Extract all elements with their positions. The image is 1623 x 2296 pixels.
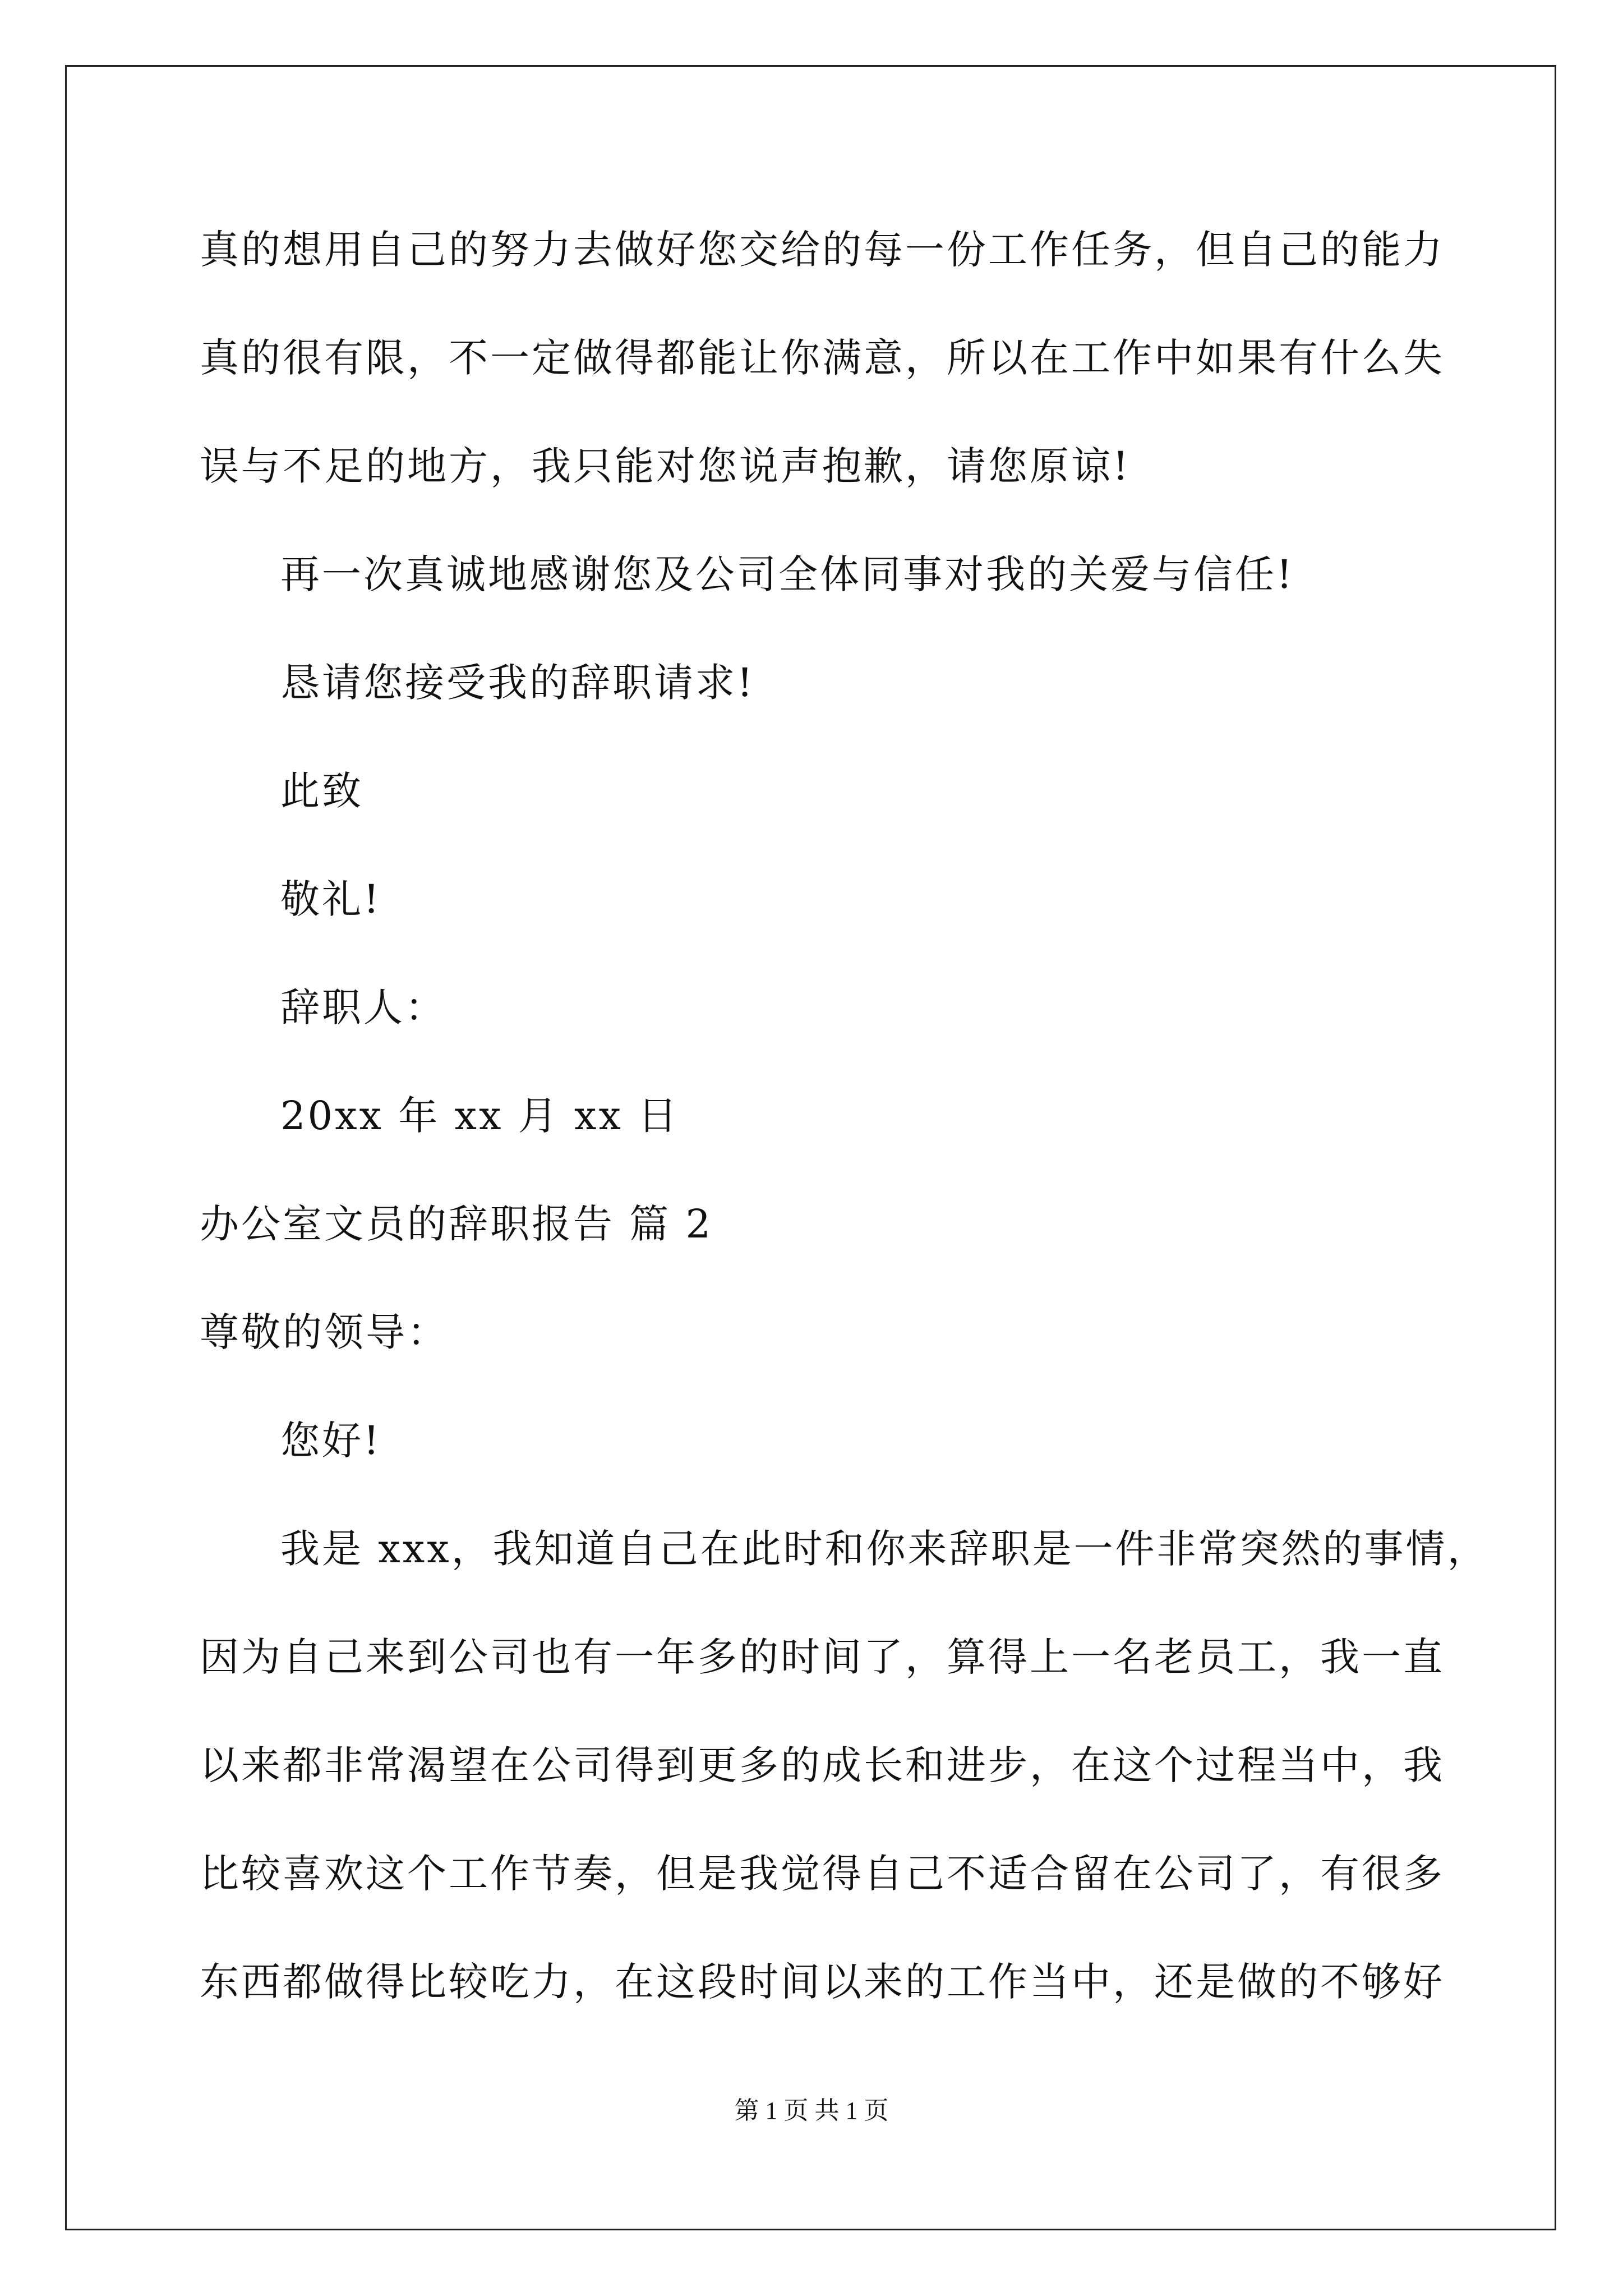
- body-line: 误与不足的地方，我只能对您说声抱歉，请您原谅!: [200, 443, 1131, 489]
- page-footer: 第 1 页 共 1 页: [734, 2097, 889, 2124]
- page-border: [65, 65, 1556, 2230]
- signature-label: 辞职人：: [280, 984, 446, 1030]
- body-line: 恳请您接受我的辞职请求!: [280, 660, 755, 706]
- body-line: 再一次真诚地感谢您及公司全体同事对我的关爱与信任!: [280, 551, 1295, 597]
- body-line: 真的很有限，不一定做得都能让你满意，所以在工作中如果有什么失: [200, 335, 1445, 381]
- date-line: 20xx 年 xx 月 xx 日: [280, 1093, 680, 1139]
- body-line: 我是 xxx，我知道自己在此时和你来辞职是一件非常突然的事情，: [280, 1526, 1489, 1572]
- closing-salutation: 此致: [280, 768, 363, 814]
- body-line: 比较喜欢这个工作节奏，但是我觉得自己不适合留在公司了，有很多: [200, 1851, 1445, 1897]
- body-line: 因为自己来到公司也有一年多的时间了，算得上一名老员工，我一直: [200, 1634, 1445, 1680]
- greeting-recipient: 尊敬的领导：: [200, 1309, 449, 1355]
- body-line: 以来都非常渴望在公司得到更多的成长和进步，在这个过程当中，我: [200, 1742, 1445, 1788]
- section-heading: 办公室文员的辞职报告 篇 2: [200, 1201, 713, 1247]
- closing-regards: 敬礼!: [280, 876, 382, 922]
- body-line: 真的想用自己的努力去做好您交给的每一份工作任务，但自己的能力: [200, 227, 1445, 273]
- body-line: 东西都做得比较吃力，在这段时间以来的工作当中，还是做的不够好: [200, 1959, 1445, 2005]
- greeting: 您好!: [280, 1418, 382, 1464]
